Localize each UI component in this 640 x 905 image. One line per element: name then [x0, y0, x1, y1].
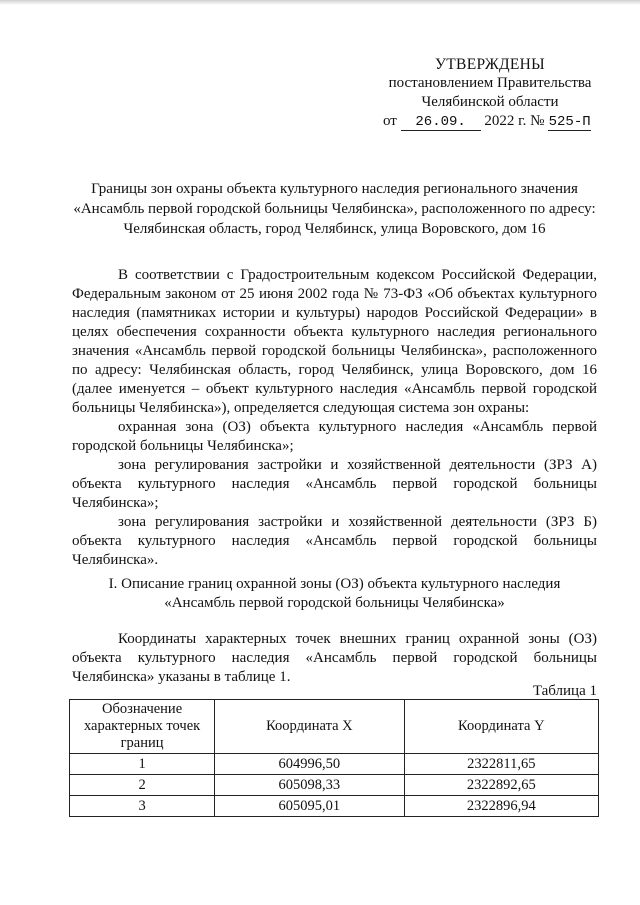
cell-y: 2322892,65 [404, 775, 598, 796]
cell-point: 1 [70, 754, 215, 775]
paragraph-zone-zrz-a: зона регулирования застройки и хозяйственной деятельности (ЗРЗ А) объекта культурного наследия «Ансамбль первой городской больницы Челябинска»; [72, 457, 597, 511]
year-label: 2022 г. № [484, 113, 545, 129]
approval-line-1: постановлением Правительства [388, 75, 592, 91]
table-row [70, 796, 599, 817]
document-heading: Границы зон охраны объекта культурного наследия регионального значения «Ансамбль первой городской больницы Челябинска», расположенного по адресу: Челябинская область, город Челябинск, улица Воровского, дом 16 [73, 181, 596, 237]
paragraph-zone-oz: охранная зона (ОЗ) объекта культурного наследия «Ансамбль первой городской больницы Челябинска»; [72, 419, 597, 454]
paragraph-main: В соответствии с Градостроительным кодексом Российской Федерации, Федеральным законом от 25 июня 2002 года № 73-ФЗ «Об объектах культурного наследия (памятниках истории и культуры) народов Российской Федерации» в целях обеспечения сохранности объекта культурного наследия регионального значения «Ансамбль первой городской больницы Челябинска», расположенного по адресу: Челябинская область, город Челябинск, улица Воровского, дом 16 (далее именуется – объект культурного наследия «Ансамбль первой городской больницы Челябинска»), определяется следующая система зон охраны: [72, 267, 597, 416]
approval-line-2: Челябинской области [421, 94, 559, 110]
approval-number: 525-П [548, 114, 591, 130]
cell-point: 3 [70, 796, 215, 817]
cell-y: 2322896,94 [404, 796, 598, 817]
approval-date-line [383, 112, 623, 131]
scan-edge [0, 0, 640, 5]
table-header-row [70, 700, 599, 754]
header-x: Координата X [215, 700, 404, 754]
cell-x: 604996,50 [215, 754, 404, 775]
approval-stamp [370, 55, 610, 112]
table-intro: Координаты характерных точек внешних границ охранной зоны (ОЗ) объекта культурного наследия «Ансамбль первой городской больницы Челябинска» указаны в таблице 1. [72, 631, 597, 685]
cell-x: 605098,33 [215, 775, 404, 796]
coordinates-table [69, 699, 599, 817]
header-y: Координата Y [404, 700, 598, 754]
table-row [70, 775, 599, 796]
approval-title: УТВЕРЖДЕНЫ [435, 56, 545, 73]
cell-point: 2 [70, 775, 215, 796]
cell-y: 2322811,65 [404, 754, 598, 775]
section-title-line-1: I. Описание границ охранной зоны (ОЗ) объекта культурного наследия [108, 576, 561, 592]
document-body [72, 266, 597, 570]
header-point: Обозначение характерных точек границ [70, 700, 215, 754]
section-title-line-2: «Ансамбль первой городской больницы Челябинска» [164, 595, 505, 611]
from-label: от [383, 113, 397, 129]
cell-x: 605095,01 [215, 796, 404, 817]
section-title [72, 575, 597, 613]
approval-date: 26.09. [401, 115, 481, 131]
table-caption: Таблица 1 [532, 683, 597, 699]
table-row [70, 754, 599, 775]
paragraph-zone-zrz-b: зона регулирования застройки и хозяйственной деятельности (ЗРЗ Б) объекта культурного наследия «Ансамбль первой городской больницы Челябинска». [72, 514, 597, 568]
